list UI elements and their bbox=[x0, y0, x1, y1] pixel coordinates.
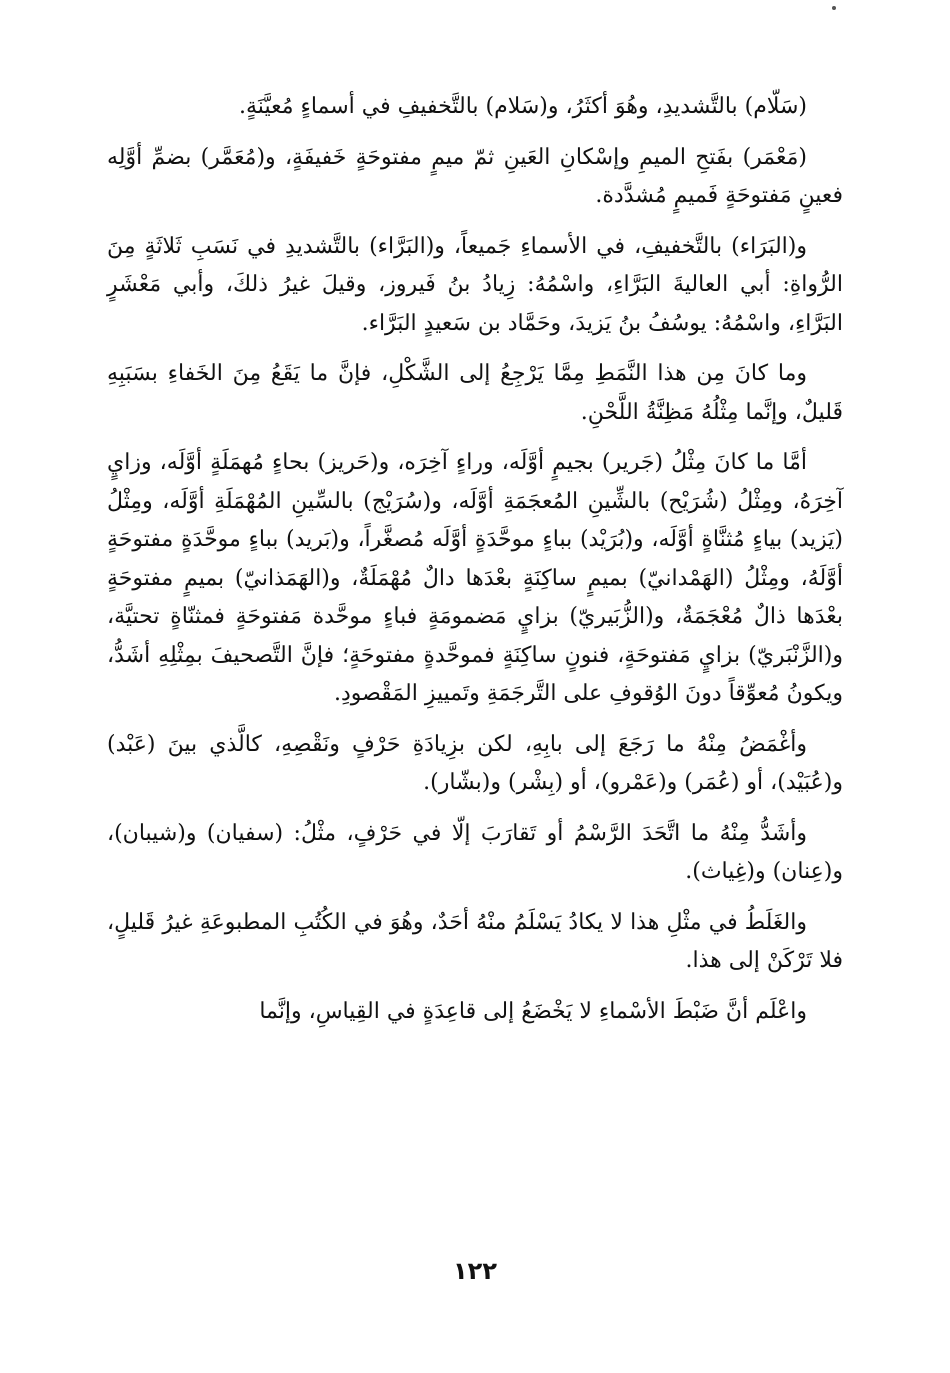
paragraph-same-script: وأشَدُّ مِنْهُ ما اتَّحَدَ الرَّسْمُ أو تَقارَبَ إلّا في حَرْفٍ، مثْلُ: (سفيان) و(شيبان)، و(عِنان) و(غِياث). bbox=[107, 820, 843, 884]
paragraph-name-rules: واعْلَم أنَّ ضَبْطَ الأسْماءِ لا يَخْضَعُ إلى قاعِدَةٍ في القِياسِ، وإنَّما bbox=[259, 998, 807, 1024]
paragraph-letter-addition: وأغْمَضُ مِنْهُ ما رَجَعَ إلى بابِهِ، لكن بزِيادَةِ حَرْفٍ ونَقْصِهِ، كالَّذي بينَ (عَبْد) و(عُبَيْد)، أو (عُمَر) و(عَمْرو)، أو (بِشْر) و(بشّار). bbox=[107, 731, 843, 795]
paragraph-mamar: (مَعْمَر) بفَتحِ الميمِ وإسْكانِ العَينِ ثمّ ميمٍ مفتوحَةٍ خَفيفَةٍ، و(مُعَمَّر) بضمِّ أوَّلِه فعينٍ مَفتوحَةٍ فَميمٍ مُشدَّدة. bbox=[107, 144, 843, 208]
paragraph-sallam: (سَلّام) بالتَّشديدِ، وهُوَ أكثَرُ، و(سَلام) بالتَّخفيفِ في أسماءٍ مُعيَّنَةٍ. bbox=[239, 94, 807, 119]
paragraph-shakl: وما كانَ مِن هذا النَّمَطِ مِمَّا يَرْجِعُ إلى الشَّكْلِ، فإنَّ ما يَقَعُ مِنَ الخَفاءِ بسَبَبِهِ قَليلٌ، وإنَّما مِثْلُهُ مَظِنَّةُ اللَّحْنِ. bbox=[107, 361, 843, 425]
scan-speck bbox=[832, 6, 836, 10]
paragraph-examples: أمَّا ما كانَ مِثْلُ (جَرير) بجيمٍ أوَّلَه، وراءٍ آخِرَه، و(حَريز) بحاءٍ مُهمَلَةٍ أوَّلَه، وزايٍ آخِرَهُ، ومِثْلُ (شُرَيْح) بالشِّينِ المُعجَمَةِ أوَّلَه، و(سُرَيْج) بالسِّينِ المُهْمَلَةِ أوَّلَه، ومِثْلُ (يَزيد) بياءٍ مُثنَّاةٍ أوَّلَه، و(بُرَيْد) بباءٍ موحَّدَةٍ أوَّلَه مُصغَّراً، و(بَريد) بباءٍ موحَّدَةٍ مفتوحَةٍ أوَّلَهُ، ومِثْلُ (الهَمْدانيّ) بميمٍ ساكِنَةٍ بعْدَها دالٌ مُهْمَلَةٌ، و(الهَمَذانيّ) بميمٍ مفتوحَةٍ بعْدَها ذالٌ مُعْجَمَةٌ، و(الزُّبَيريّ) بزايٍ مَضمومَةٍ فباءٍ موحَّدة مَفتوحَةٍ فمثنّاةٍ تحتيَّة، و(الزَّنْبَريّ) بزايٍ مَفتوحَةٍ، فنونٍ ساكِنَةٍ فموحَّدةٍ مفتوحَةٍ؛ فإنَّ التَّصحيفَ بمِثْلِهِ أشَدُّ، ويكونُ مُعوِّقاً دونَ الوُقوفِ على التَّرجَمَةِ وتَمييزِ المَقْصودِ. bbox=[107, 450, 843, 706]
paragraph-errors: والغَلَطُ في مثْلِ هذا لا يكادُ يَسْلَمُ منْهُ أحَدٌ، وهُوَ في الكُتُبِ المطبوعَةِ غيرُ قَليلٍ، فلا تَرْكَنْ إلى هذا. bbox=[107, 909, 843, 973]
page-number: ١٢٢ bbox=[453, 1257, 497, 1285]
page-body-text bbox=[107, 88, 843, 1043]
paragraph-bara: و(البَرَاء) بالتَّخفيفِ، في الأسماءِ جَميعاً، و(البَرَّاء) بالتَّشديدِ في نَسَبِ ثَلاثَةٍ مِنَ الرُّواةِ: أبي العاليةَ البَرَّاءِ، واسْمُهُ: زِيادُ بنُ فَيروز، وقيلَ غيرُ ذلكَ، وأبي مَعْشَرٍ البَرَّاءِ، واسْمُهُ: يوسُفُ بنُ يَزيدَ، وحَمَّاد بن سَعيدٍ البَرَّاء. bbox=[107, 233, 843, 336]
